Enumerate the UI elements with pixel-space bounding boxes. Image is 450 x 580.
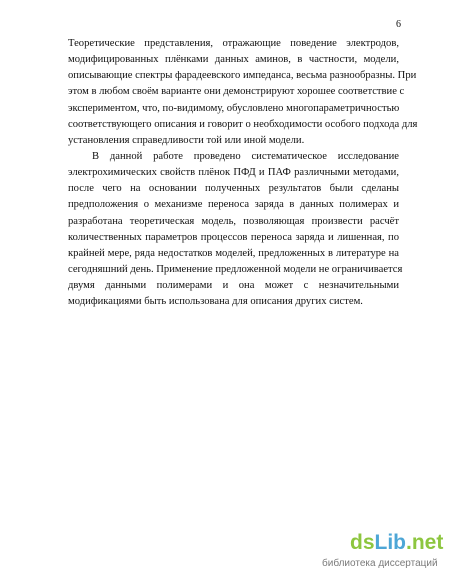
text-line: соответствующего описания и говорит о необходимости особого подхода для [68, 118, 418, 130]
text-line: после чего на основании полученных результатов были сделаны [68, 183, 399, 195]
paragraph-1 [68, 36, 418, 149]
text-line: крайней мере, ряда недостатков моделей, предложенных в литературе на [68, 247, 399, 259]
text-line: разработана теоретическая модель, позволяющая произвести расчёт [68, 215, 399, 227]
text-line: сегодняшний день. Применение предложенной модели не ограничивается [68, 263, 403, 275]
text-line: количественных параметров процессов переноса заряда и лишенная, по [68, 231, 399, 243]
text-line: электрохимических свойств плёнок ПФД и ПАФ различными методами, [68, 167, 399, 179]
text-line: В данной работе проведено систематическое исследование [92, 150, 399, 162]
paragraph-2 [68, 149, 403, 310]
text-line: Теоретические представления, отражающие поведение электродов, [68, 38, 399, 49]
text-line: двумя данными полимерами и она может с незначительными [68, 280, 399, 292]
logo-suffix: .net [406, 531, 444, 554]
logo-prefix: ds [350, 531, 375, 554]
dslib-logo [350, 531, 443, 555]
text-line: описывающие спектры фарадеевского импеданса, весьма разнообразны. При [68, 70, 417, 82]
text-line: экспериментом, что, по-видимому, обусловлено многопараметричностью [68, 102, 400, 114]
logo-middle: Lib [374, 531, 407, 554]
text-line: предположения о механизме переноса заряда в данных полимерах и [68, 199, 399, 211]
watermark-caption: библиотека диссертаций [322, 558, 438, 569]
watermark-logo [322, 531, 444, 575]
text-line: модификациями быть использована для описания других систем. [68, 296, 363, 308]
body-text [68, 36, 418, 310]
page-number: 6 [396, 19, 401, 30]
text-line: установления справедливости той или иной модели. [68, 134, 305, 146]
text-line: модифицированных плёнками данных аминов, в частности, модели, [68, 54, 399, 66]
text-line: этом в любом своём варианте они демонстрируют хорошее соответствие с [68, 86, 405, 98]
